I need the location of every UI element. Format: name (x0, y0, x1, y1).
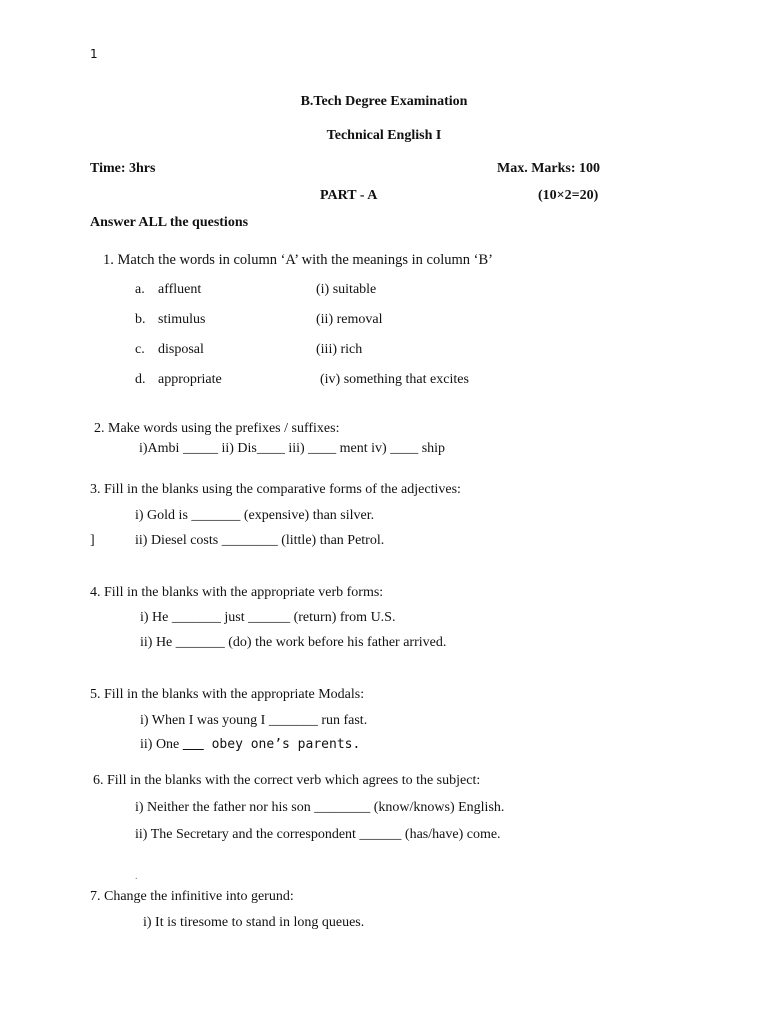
q1-row-word: affluent (158, 282, 202, 297)
q5-stem: 5. Fill in the blanks with the appropriate Modals: (90, 687, 365, 702)
q1-row-meaning: (ii) removal (316, 312, 383, 327)
q3-item-ii: ii) Diesel costs ________ (little) than Petrol. (135, 533, 385, 548)
q7-item-i: i) It is tiresome to stand in long queues. (143, 915, 365, 930)
q1-row-meaning: (iii) rich (316, 342, 363, 357)
q1-row-letter: a. (135, 282, 145, 297)
exam-title: B.Tech Degree Examination (300, 94, 468, 109)
q1-stem: 1. Match the words in column ‘A’ with the meanings in column ‘B’ (103, 252, 493, 268)
q1-row-meaning: (i) suitable (316, 282, 377, 297)
q5-item-ii-prefix: ii) One (140, 737, 183, 752)
q6-item-ii: ii) The Secretary and the correspondent ______ (has/have) come. (135, 827, 501, 842)
q4-item-ii: ii) He _______ (do) the work before his father arrived. (140, 635, 447, 650)
q1-row-word: stimulus (158, 312, 206, 327)
q7-stem: 7. Change the infinitive into gerund: (90, 889, 294, 904)
stray-mark: . (135, 871, 138, 882)
q5-item-ii (140, 738, 360, 752)
max-marks-label: Max. Marks: 100 (497, 161, 601, 176)
q3-stem: 3. Fill in the blanks using the comparative forms of the adjectives: (90, 482, 461, 497)
q5-item-ii-suffix: obey one’s parents. (203, 737, 361, 752)
q6-item-i: i) Neither the father nor his son ________ (know/knows) English. (135, 800, 505, 815)
q1-row-letter: c. (135, 342, 145, 357)
q6-stem: 6. Fill in the blanks with the correct verb which agrees to the subject: (93, 773, 481, 788)
q1-row-letter: b. (135, 312, 146, 327)
q4-stem: 4. Fill in the blanks with the appropriate verb forms: (90, 585, 384, 600)
part-label: PART - A (320, 188, 378, 203)
part-marks-label: (10×2=20) (538, 188, 599, 203)
q1-row-letter: d. (135, 372, 146, 387)
q5-item-i: i) When I was young I _______ run fast. (140, 713, 368, 728)
q1-row-meaning: (iv) something that excites (320, 372, 469, 387)
instruction-text: Answer ALL the questions (90, 215, 249, 230)
subject-title: Technical English I (326, 128, 442, 143)
time-label: Time: 3hrs (90, 161, 156, 176)
q4-item-i: i) He _______ just ______ (return) from U.S. (140, 610, 396, 625)
q2-line: i)Ambi _____ ii) Dis____ iii) ____ ment iv) ____ ship (139, 441, 446, 456)
q5-blank (183, 737, 204, 752)
page-number: 1 (90, 47, 98, 61)
q3-stray-bracket: ] (90, 533, 95, 548)
q1-row-word: disposal (158, 342, 204, 357)
q3-item-i: i) Gold is _______ (expensive) than silver. (135, 508, 375, 523)
q2-stem: 2. Make words using the prefixes / suffixes: (94, 421, 340, 436)
q1-row-word: appropriate (158, 372, 222, 387)
